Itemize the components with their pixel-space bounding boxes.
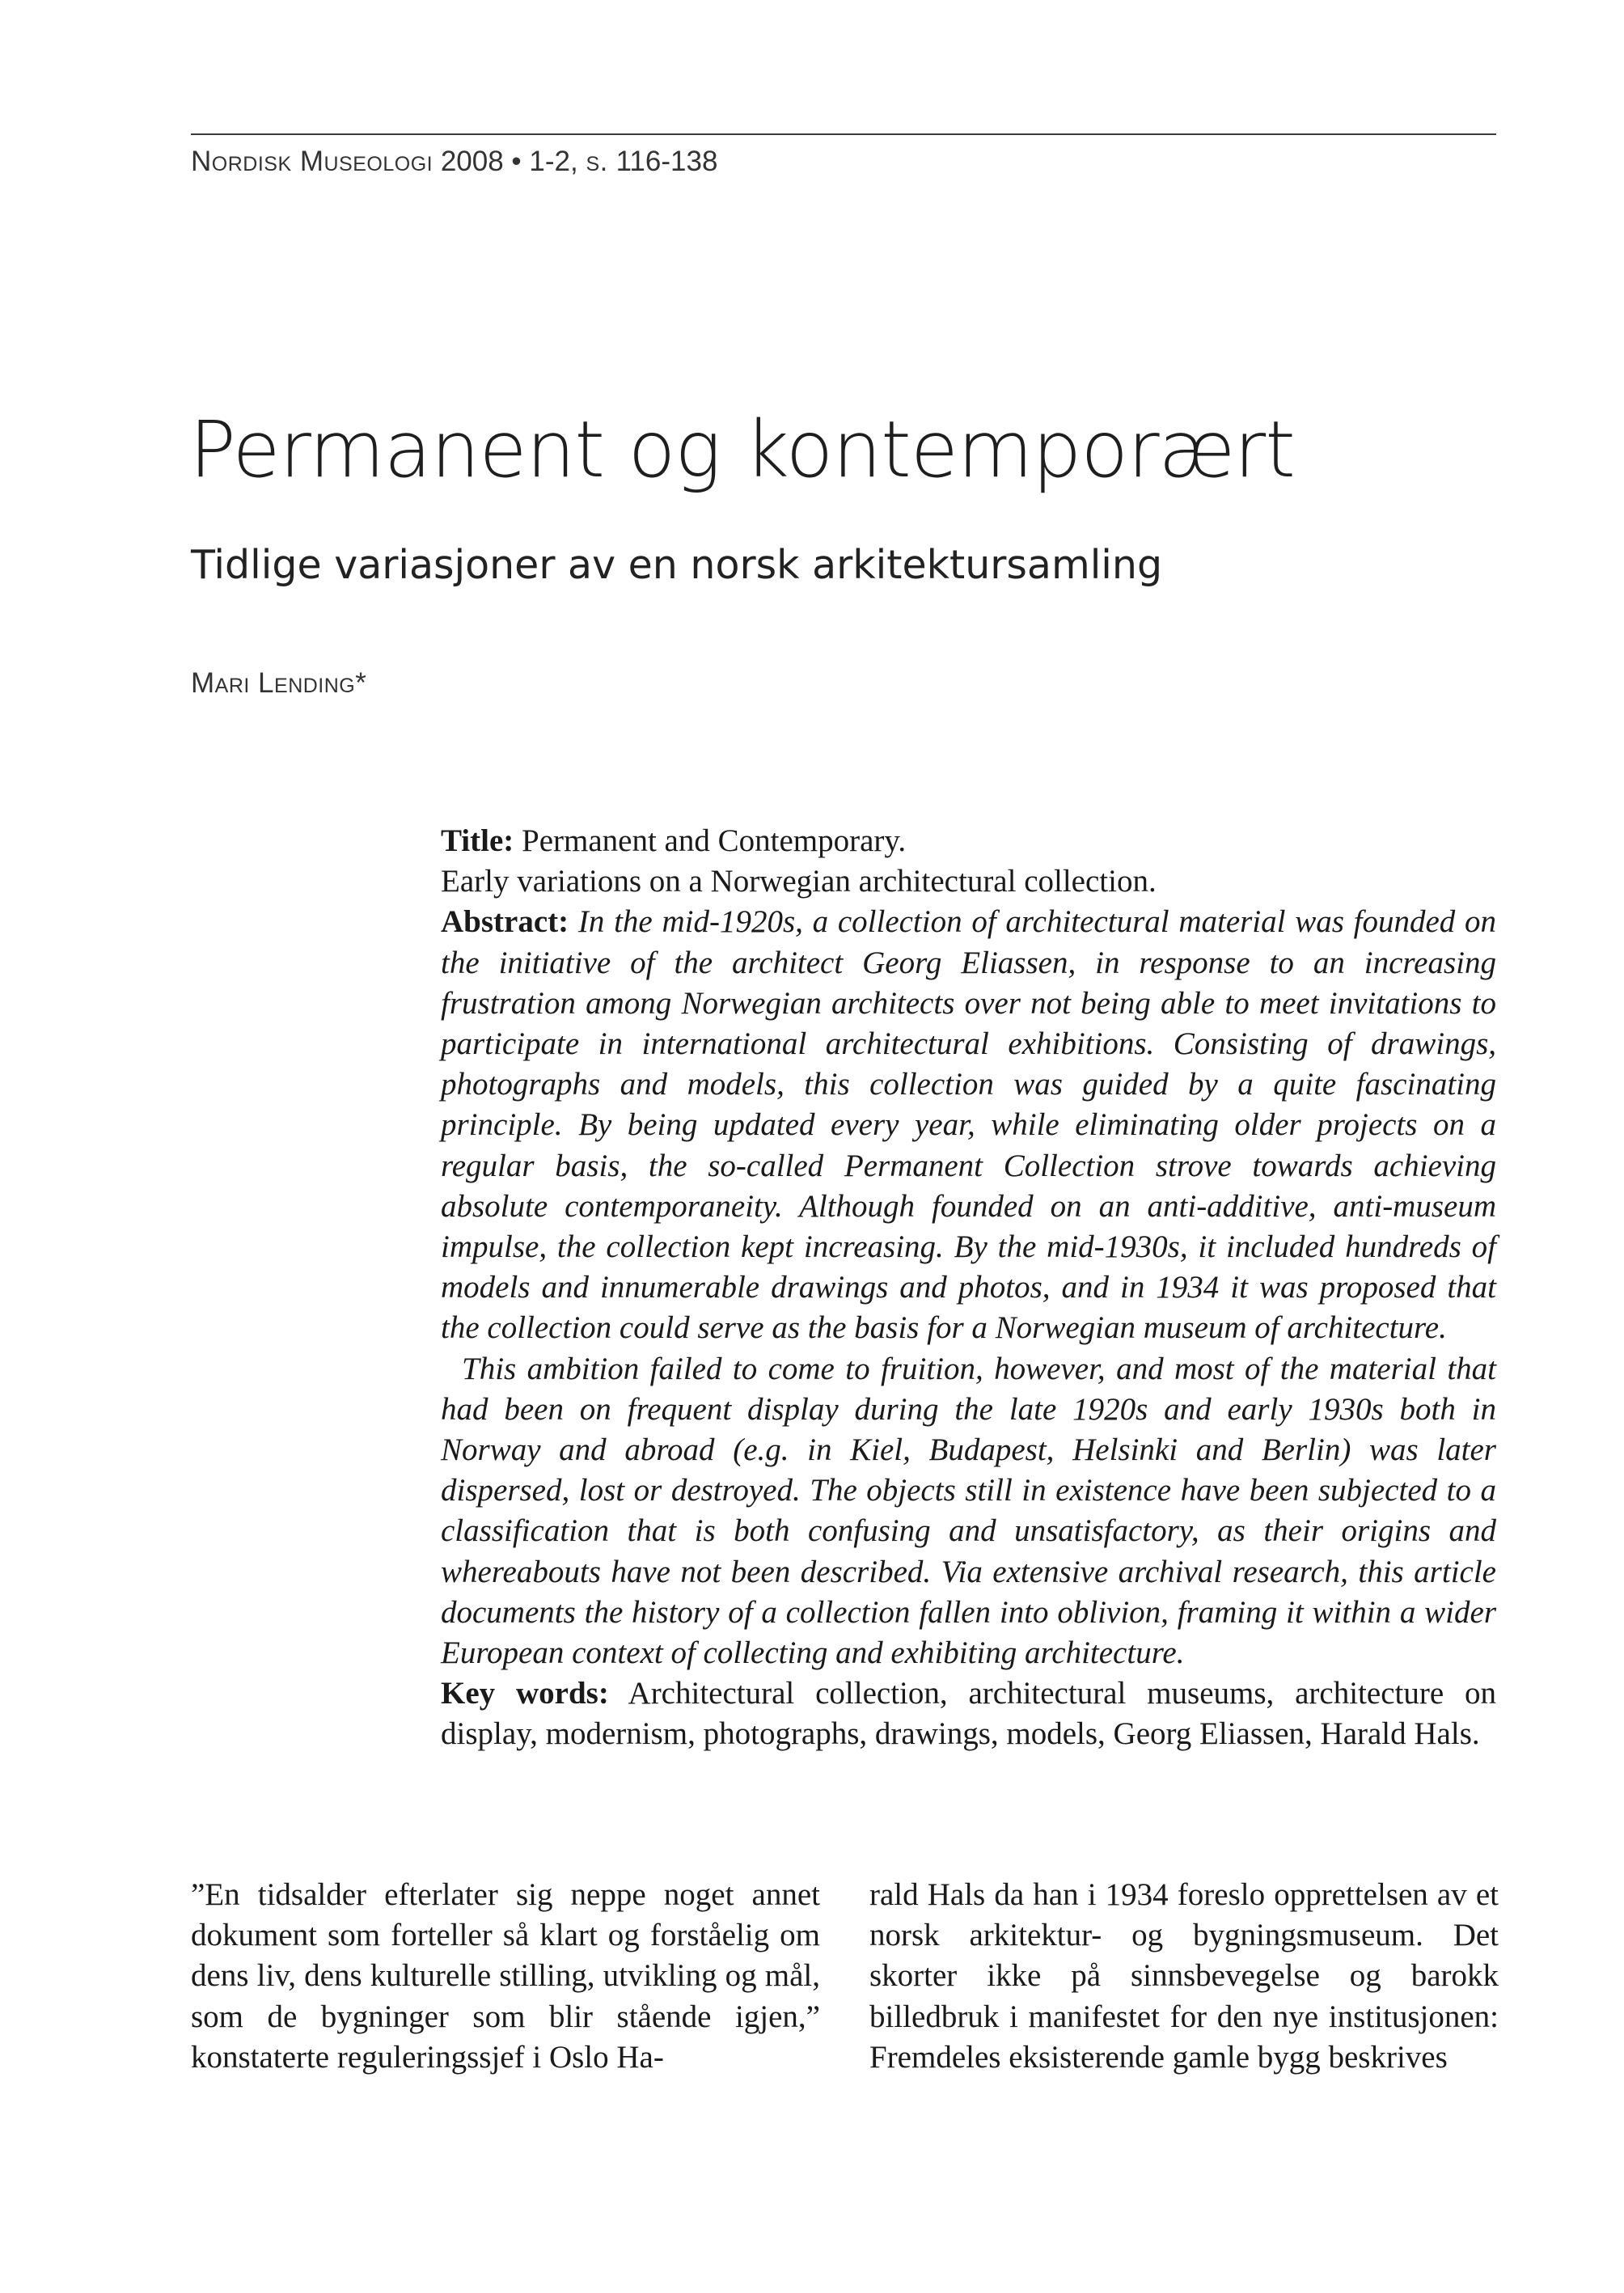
- journal-pages-prefix: s.: [586, 146, 608, 177]
- journal-pages: 116-138: [607, 146, 718, 177]
- article-subtitle: Tidlige variasjoner av en norsk arkitektursamling: [191, 542, 1163, 588]
- abstract-text-1: In the mid-1920s, a collection of architectural material was founded on the initiative of the architect Georg Eliassen, in response to an increasing frustration among Norwegian architects over not being able to meet invitations to participate in international architectural exhibitions. Consisting of drawings, photographs and models, this collection was guided by a quite fascinating principle. By being updated every year, while eliminating older projects on a regular basis, the so-called Permanent Collection strove towards achieving absolute contemporaneity. Although founded on an anti-additive, anti-museum impulse, the collection kept increasing. By the mid-1930s, it included hundreds of models and innumerable drawings and photos, and in 1934 it was proposed that the collection could serve as the basis for a Norwegian museum of architecture.: [441, 904, 1497, 1346]
- keywords-text: Architectural collection, architectural museums, architecture on display, modernism, photographs, drawings, models, Georg Eliassen, Harald Hals.: [441, 1676, 1496, 1752]
- body-column-left: ”En tidsalder efterlater sig neppe noget annet dokument som forteller så klart og forståelig om dens liv, dens kulturelle stilling, utvikling og mål, som de bygninger som blir stående igjen,” konstaterte reguleringssjef i Oslo Ha-: [191, 1877, 820, 2075]
- journal-name: Nordisk Museologi: [191, 146, 433, 177]
- title-label: Title:: [441, 823, 514, 858]
- journal-header: [191, 146, 717, 178]
- abstract-text-2: This ambition failed to come to fruition, however, and most of the material that had been on frequent display during the late 1920s and early 1930s both in Norway and abroad (e.g. in Kiel, Budapest, Helsinki and Berlin) was later dispersed, lost or destroyed. The objects still in existence have been subjected to a classification that is both confusing and unsatisfactory, as their origins and whereabouts have not been described. Via extensive archival research, this article documents the history of a collection fallen into oblivion, framing it within a wider European context of collecting and exhibiting architecture.: [441, 1351, 1496, 1671]
- abstract-label: Abstract:: [441, 904, 569, 940]
- keywords-label: Key words:: [441, 1676, 609, 1711]
- title-text: Permanent and Contemporary.: [514, 823, 907, 858]
- article-title: Permanent og kontemporært: [189, 404, 1295, 495]
- abstract-paragraph-2: [441, 1349, 1496, 1674]
- journal-issue: 2008 • 1-2,: [433, 146, 586, 177]
- keywords-line: [441, 1673, 1496, 1754]
- article-author: Mari Lending*: [191, 667, 367, 699]
- abstract-title-line: [441, 821, 1496, 861]
- abstract-title-line-2: Early variations on a Norwegian architectural collection.: [441, 864, 1157, 899]
- abstract-paragraph-1: [441, 902, 1496, 1348]
- header-rule: [191, 133, 1496, 135]
- abstract-block: [441, 821, 1496, 1755]
- body-column-right: rald Hals da han i 1934 foreslo opprettelsen av et norsk arkitektur- og bygningsmuseum. Det skorter ikke på sinnsbevegelse og barokk billedbruk i manifestet for den nye institusjonen: Fremdeles eksisterende gamle bygg beskrives: [869, 1877, 1499, 2075]
